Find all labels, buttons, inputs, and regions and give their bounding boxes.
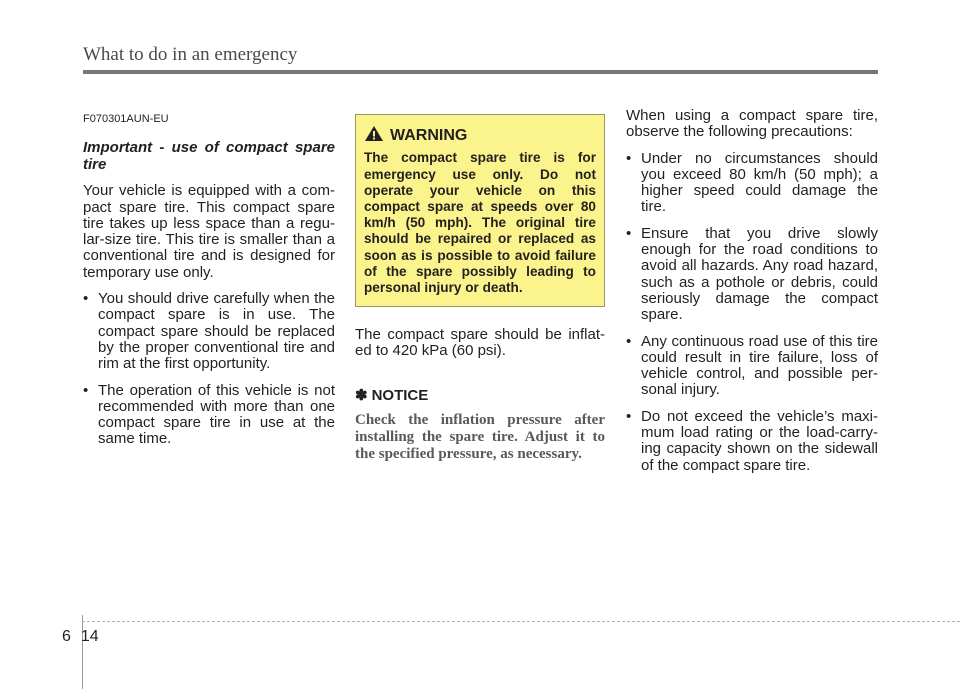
list-item-text: The operation of this vehicle is not recommended with more than one compact spare tire in use at the same time. [98, 381, 335, 448]
bullet-icon: • [626, 149, 632, 167]
chapter-number: 6 [62, 628, 71, 645]
list-item [626, 334, 878, 399]
footer-vertical-rule [82, 615, 83, 689]
inflation-paragraph: The compact spare should be inflat-ed to 420 kPa (60 psi). [355, 326, 605, 360]
left-column [83, 108, 335, 458]
bullet-icon: • [626, 407, 632, 425]
notice-label: NOTICE [371, 386, 429, 404]
list-item [626, 226, 878, 324]
list-item-text: Do not exceed the vehicle’s maxi-mum load rating or the load-carry-ing capacity shown on the sidewall of the compact spare tire. [641, 407, 878, 474]
page-number-value: 14 [80, 628, 99, 645]
warning-box [355, 114, 605, 307]
right-column [626, 108, 878, 484]
page-header-title: What to do in an emergency [83, 44, 298, 65]
list-item-text: Any continuous road use of this tire could result in tire failure, loss of vehicle control, and possible per-sonal injury. [641, 332, 878, 399]
notice-heading [355, 388, 605, 404]
precautions-intro: When using a compact spare tire, observe the following precautions: [626, 107, 878, 141]
section-subtitle: Important - use of compact spare tire [83, 139, 335, 174]
warning-triangle-icon [364, 125, 384, 146]
list-item [626, 151, 878, 216]
list-item-text: You should drive carefully when the compact spare is in use. The compact spare should be replaced by the proper conventional tire and rim at the first opportunity. [98, 290, 335, 373]
notice-text: Check the inflation pressure after installing the spare tire. Adjust it to the specified pressure, as necessary. [355, 412, 605, 463]
header-rule [83, 70, 878, 74]
bullet-icon: • [83, 381, 89, 399]
right-bullet-list [626, 151, 878, 474]
warning-text: The compact spare tire is for emergency use only. Do not operate your vehicle on this compact spare at speeds over 80 km/h (50 mph). The original tire should be repaired or replaced as soon as is possible to avoid failure of the spare possibly leading to personal injury or death. [364, 150, 596, 295]
warning-header [364, 125, 596, 146]
list-item-text: Ensure that you drive slowly enough for the road conditions to avoid all hazards. Any road hazard, such as a pothole or debris, could seriously damage the compact spare. [641, 224, 878, 324]
intro-paragraph: Your vehicle is equipped with a com-pact spare tire. This compact spare tire takes up less space than a regu-lar-size tire. This tire is smaller than a conventional tire and is designed for temporary use only. [83, 182, 335, 281]
list-item [83, 383, 335, 448]
left-bullet-list [83, 291, 335, 448]
list-item [626, 409, 878, 474]
warning-label: WARNING [390, 126, 468, 144]
notice-symbol-icon: ✽ [355, 386, 368, 404]
list-item [83, 291, 335, 372]
bullet-icon: • [626, 332, 632, 350]
footer-rule [82, 621, 960, 622]
page-number [62, 628, 99, 646]
bullet-icon: • [83, 290, 89, 308]
middle-column [355, 108, 605, 463]
list-item-text: Under no circumstances should you exceed 80 km/h (50 mph); a higher speed could damage the tire. [641, 149, 878, 216]
section-code: F070301AUN-EU [83, 113, 169, 125]
bullet-icon: • [626, 224, 632, 242]
